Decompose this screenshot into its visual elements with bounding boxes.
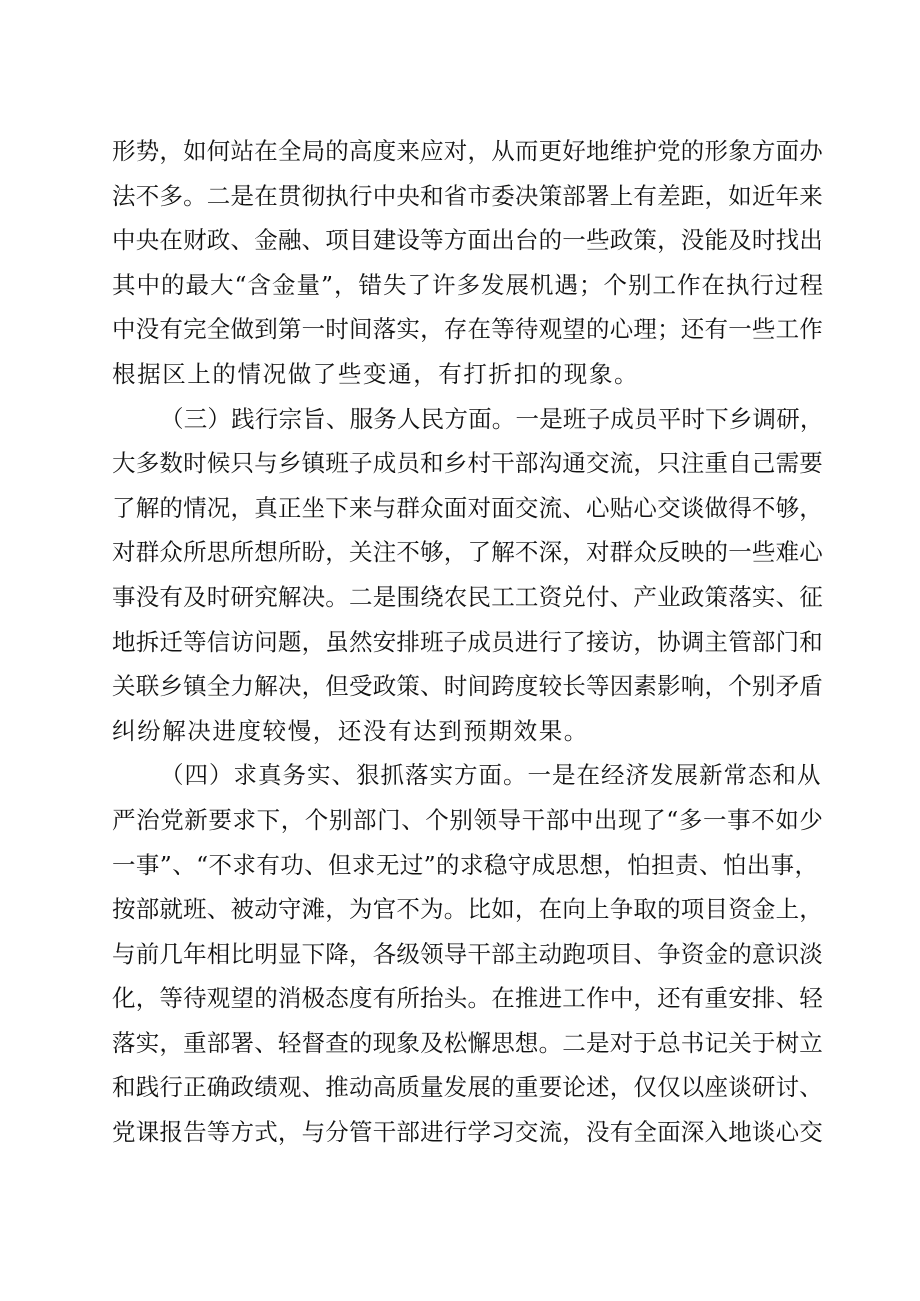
text-line: 了解的情况，真正坐下来与群众面对面交流、心贴心交谈做得不够， [112, 493, 823, 522]
text-line: 中央在财政、金融、项目建设等方面出台的一些政策，没能及时找出 [112, 226, 823, 255]
text-line: 对群众所思所想所盼，关注不够，了解不深，对群众反映的一些难心 [112, 538, 823, 567]
text-line: 关联乡镇全力解决，但受政策、时间跨度较长等因素影响，个别矛盾 [112, 672, 823, 701]
text-line: 按部就班、被动守滩，为官不为。比如，在向上争取的项目资金上， [112, 895, 823, 924]
text-line: 法不多。二是在贯彻执行中央和省市委决策部署上有差距，如近年来 [112, 181, 823, 210]
text-line: 严治党新要求下，个别部门、个别领导干部中出现了“多一事不如少 [112, 805, 824, 834]
text-line: 事没有及时研究解决。二是围绕农民工工资兑付、产业政策落实、征 [112, 582, 823, 611]
text-line: 地拆迁等信访问题，虽然安排班子成员进行了接访，协调主管部门和 [112, 627, 823, 656]
text-line: 党课报告等方式，与分管干部进行学习交流，没有全面深入地谈心交 [112, 1118, 823, 1147]
text-line: 根据区上的情况做了些变通，有打折扣的现象。 [112, 359, 640, 388]
text-line: 其中的最大“含金量”，错失了许多发展机遇；个别工作在执行过程 [112, 270, 825, 299]
paragraph-1 [112, 129, 824, 397]
text-line: （三）践行宗旨、服务人民方面。一是班子成员平时下乡调研， [160, 404, 824, 433]
text-line: 形势，如何站在全局的高度来应对，从而更好地维护党的形象方面办 [112, 137, 823, 165]
text-line: 化，等待观望的消极态度有所抬头。在推进工作中，还有重安排、轻 [112, 984, 823, 1013]
text-line: 一事”、“不求有功、但求无过”的求稳守成思想，怕担责、怕出事， [112, 850, 819, 879]
paragraph-3 [112, 753, 824, 1154]
text-line: 大多数时候只与乡镇班子成员和乡村干部沟通交流，只注重自己需要 [112, 449, 823, 478]
text-line: 和践行正确政绩观、推动高质量发展的重要论述，仅仅以座谈研讨、 [112, 1073, 823, 1102]
text-line: 纠纷解决进度较慢，还没有达到预期效果。 [112, 716, 589, 745]
document-body [112, 129, 824, 1155]
text-line: 与前几年相比明显下降，各级领导干部主动跑项目、争资金的意识淡 [112, 939, 823, 968]
text-line: （四）求真务实、狠抓落实方面。一是在经济发展新常态和从 [160, 761, 822, 790]
text-line: 中没有完全做到第一时间落实，存在等待观望的心理；还有一些工作 [112, 315, 823, 344]
paragraph-2 [112, 397, 824, 754]
text-line: 落实，重部署、轻督查的现象及松懈思想。二是对于总书记关于树立 [112, 1028, 823, 1057]
